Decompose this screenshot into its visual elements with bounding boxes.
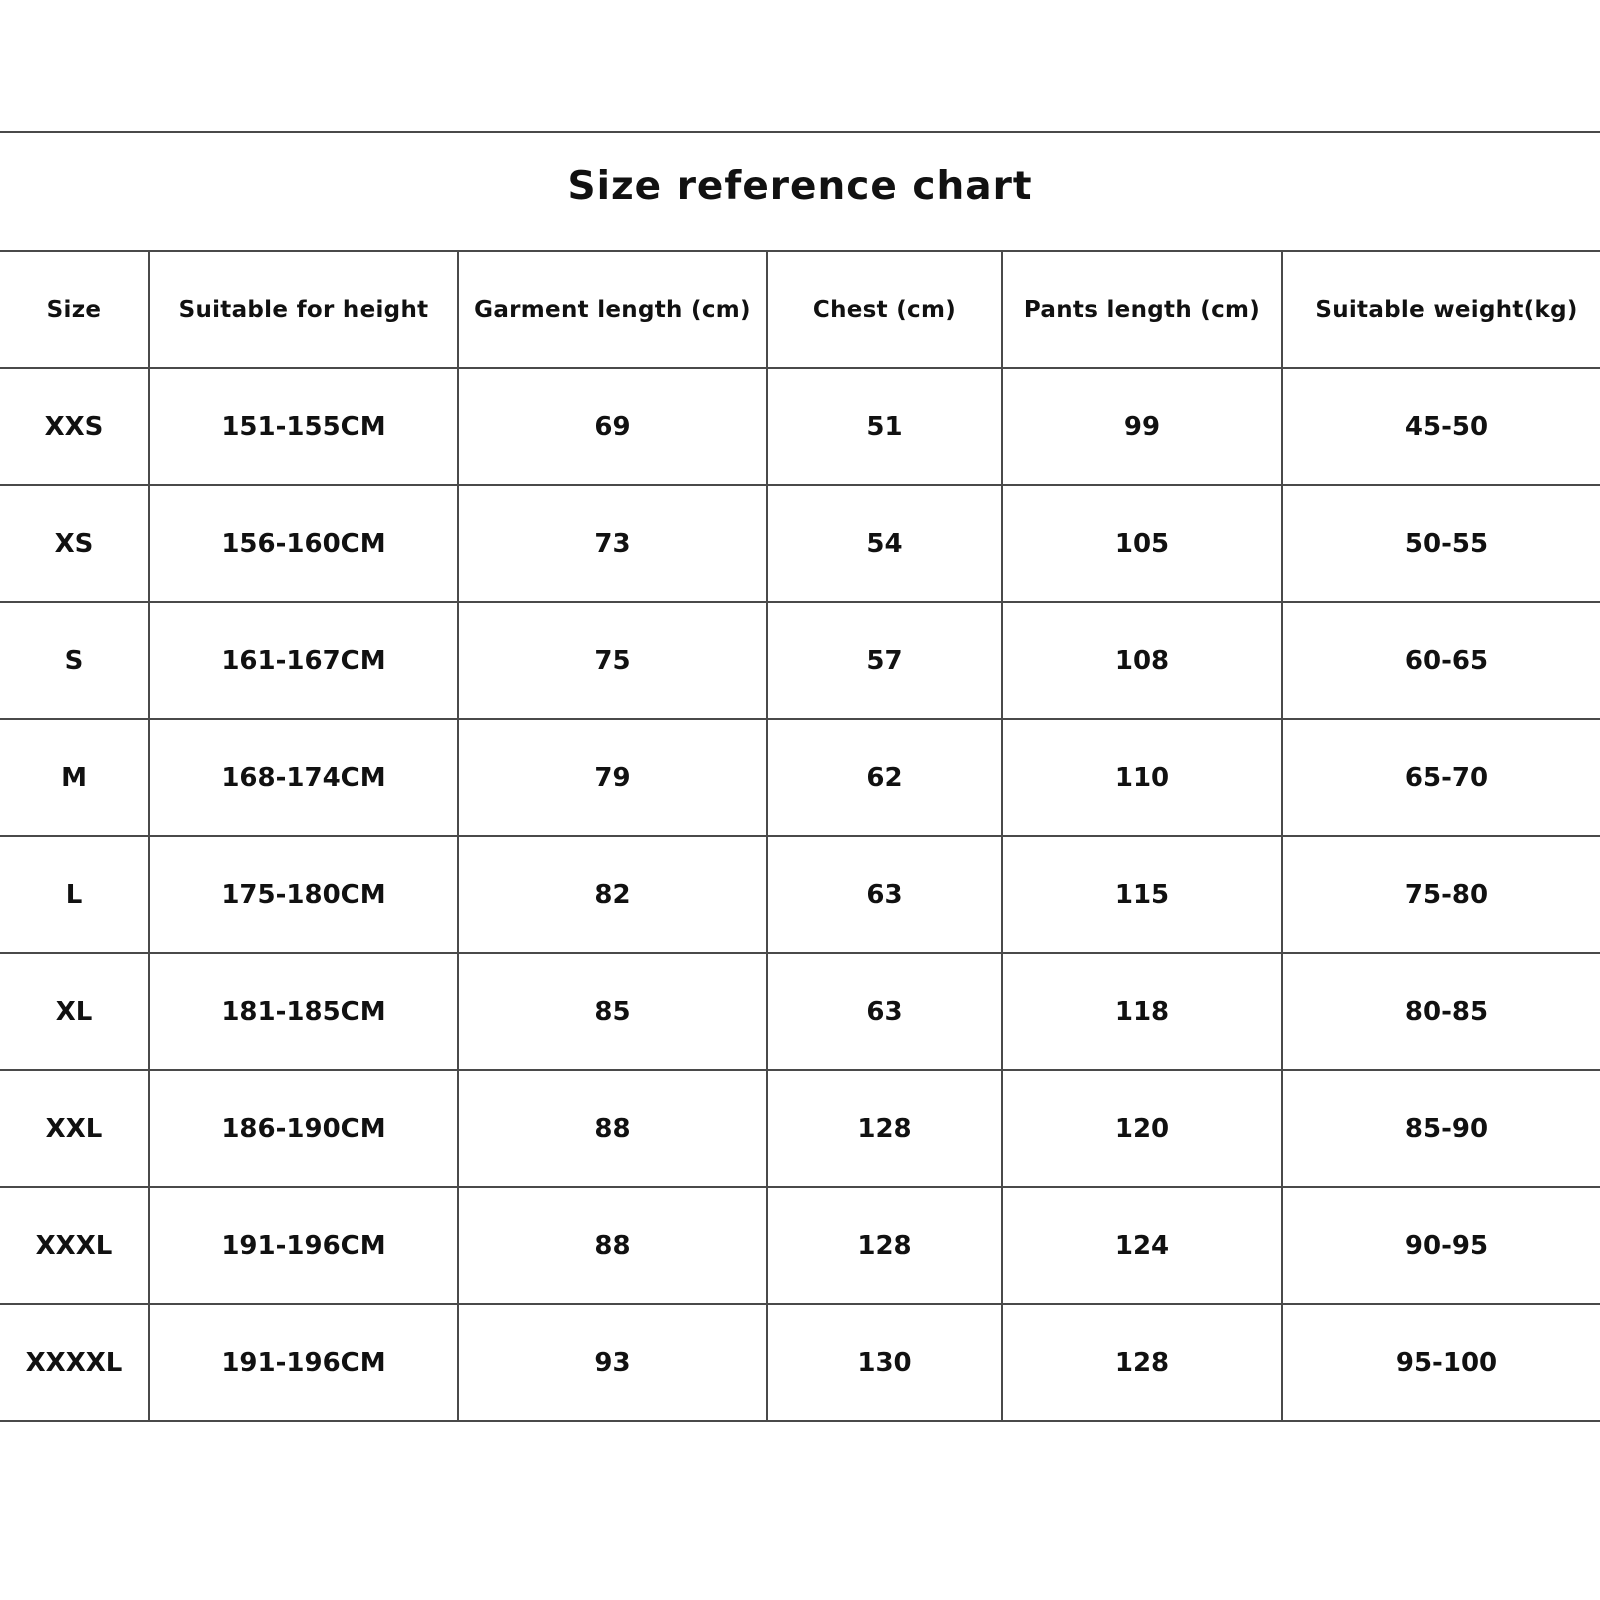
cell-chest: 63	[767, 953, 1002, 1070]
cell-chest: 128	[767, 1070, 1002, 1187]
table-row	[0, 1070, 1600, 1187]
cell-pants-length: 105	[1002, 485, 1282, 602]
cell-pants-length: 99	[1002, 368, 1282, 485]
cell-height: 151-155CM	[149, 368, 458, 485]
cell-garment-length: 93	[458, 1304, 767, 1421]
cell-height: 168-174CM	[149, 719, 458, 836]
cell-weight: 95-100	[1282, 1304, 1600, 1421]
cell-pants-length: 120	[1002, 1070, 1282, 1187]
cell-size: XS	[0, 485, 149, 602]
size-table	[0, 250, 1600, 1422]
cell-chest: 57	[767, 602, 1002, 719]
cell-pants-length: 128	[1002, 1304, 1282, 1421]
table-row	[0, 368, 1600, 485]
header-row	[0, 251, 1600, 368]
cell-chest: 54	[767, 485, 1002, 602]
cell-garment-length: 79	[458, 719, 767, 836]
cell-size: XL	[0, 953, 149, 1070]
cell-height: 191-196CM	[149, 1187, 458, 1304]
table-row	[0, 602, 1600, 719]
cell-pants-length: 108	[1002, 602, 1282, 719]
cell-weight: 80-85	[1282, 953, 1600, 1070]
cell-size: L	[0, 836, 149, 953]
table-row	[0, 1187, 1600, 1304]
cell-weight: 45-50	[1282, 368, 1600, 485]
cell-garment-length: 88	[458, 1187, 767, 1304]
cell-garment-length: 75	[458, 602, 767, 719]
cell-height: 191-196CM	[149, 1304, 458, 1421]
cell-weight: 50-55	[1282, 485, 1600, 602]
header-height: Suitable for height	[149, 251, 458, 368]
cell-height: 161-167CM	[149, 602, 458, 719]
chart-title: Size reference chart	[567, 164, 1033, 209]
table-row	[0, 485, 1600, 602]
table-row	[0, 719, 1600, 836]
cell-pants-length: 124	[1002, 1187, 1282, 1304]
cell-pants-length: 118	[1002, 953, 1282, 1070]
cell-weight: 75-80	[1282, 836, 1600, 953]
cell-garment-length: 88	[458, 1070, 767, 1187]
cell-chest: 128	[767, 1187, 1002, 1304]
header-garment-length: Garment length (cm)	[458, 251, 767, 368]
header-size: Size	[0, 251, 149, 368]
header-chest: Chest (cm)	[767, 251, 1002, 368]
cell-height: 186-190CM	[149, 1070, 458, 1187]
cell-garment-length: 82	[458, 836, 767, 953]
cell-weight: 90-95	[1282, 1187, 1600, 1304]
table-row	[0, 836, 1600, 953]
cell-size: S	[0, 602, 149, 719]
cell-weight: 60-65	[1282, 602, 1600, 719]
top-divider	[0, 131, 1600, 133]
cell-chest: 51	[767, 368, 1002, 485]
cell-weight: 65-70	[1282, 719, 1600, 836]
cell-pants-length: 115	[1002, 836, 1282, 953]
cell-weight: 85-90	[1282, 1070, 1600, 1187]
cell-garment-length: 73	[458, 485, 767, 602]
cell-size: XXXXL	[0, 1304, 149, 1421]
cell-size: XXXL	[0, 1187, 149, 1304]
table-row	[0, 1304, 1600, 1421]
table-row	[0, 953, 1600, 1070]
cell-chest: 130	[767, 1304, 1002, 1421]
cell-size: XXS	[0, 368, 149, 485]
header-weight: Suitable weight(kg)	[1282, 251, 1600, 368]
cell-pants-length: 110	[1002, 719, 1282, 836]
cell-height: 175-180CM	[149, 836, 458, 953]
cell-chest: 62	[767, 719, 1002, 836]
cell-size: M	[0, 719, 149, 836]
cell-garment-length: 69	[458, 368, 767, 485]
cell-height: 156-160CM	[149, 485, 458, 602]
cell-size: XXL	[0, 1070, 149, 1187]
header-pants-length: Pants length (cm)	[1002, 251, 1282, 368]
cell-height: 181-185CM	[149, 953, 458, 1070]
cell-garment-length: 85	[458, 953, 767, 1070]
cell-chest: 63	[767, 836, 1002, 953]
